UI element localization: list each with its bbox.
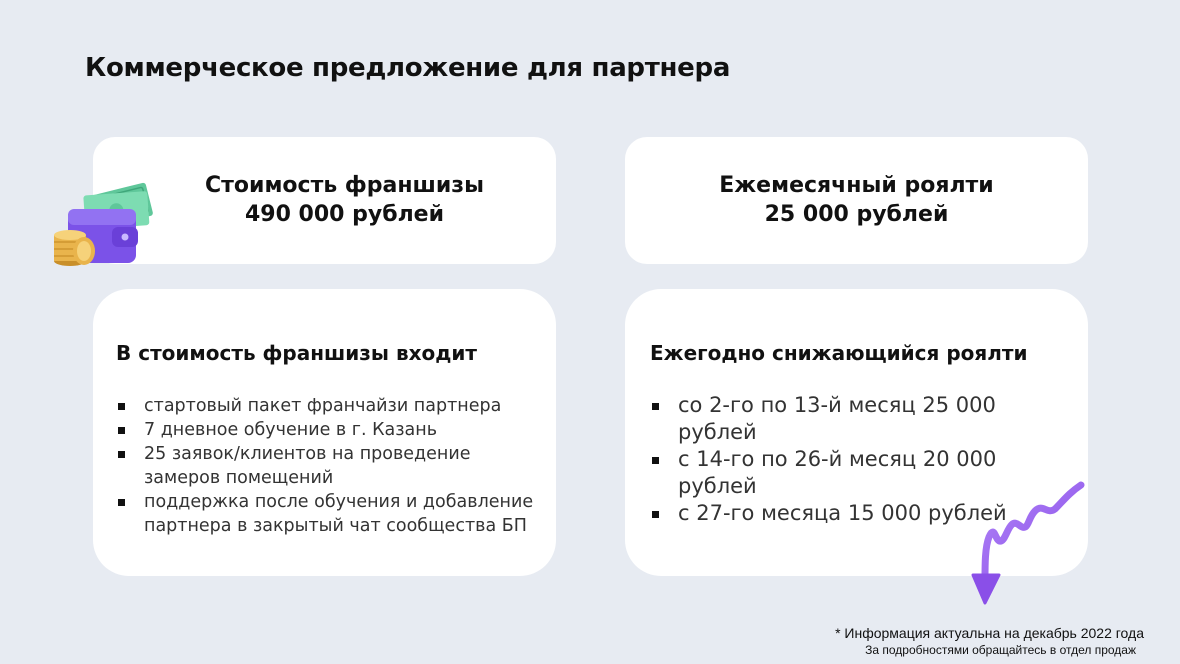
bullet-square-icon [118,499,125,506]
list-item: 7 дневное обучение в г. Казань [116,418,536,442]
list-item: 25 заявок/клиентов на проведение замеров помещений [116,442,536,490]
decreasing-heading: Ежегодно снижающийся роялти [650,341,1028,365]
monthly-royalty-value: 25 000 рублей [764,202,949,227]
includes-heading: В стоимость франшизы входит [116,341,478,365]
monthly-royalty-text [625,171,1088,229]
list-item: поддержка после обучения и добавление партнера в закрытый чат сообщества БП [116,490,536,538]
bullet-square-icon [652,457,659,464]
franchise-price-card [93,137,556,264]
footnote [835,625,1144,658]
bullet-square-icon [118,451,125,458]
footnote-date: * Информация актуальна на декабрь 2022 года [835,625,1144,641]
bullet-square-icon [652,511,659,518]
monthly-royalty-label: Ежемесячный роялти [719,173,994,198]
bullet-square-icon [118,403,125,410]
franchise-price-label: Стоимость франшизы [205,173,484,198]
downward-zigzag-arrow-icon [965,475,1090,610]
franchise-includes-card [93,289,556,576]
monthly-royalty-card [625,137,1088,264]
list-item: со 2-го по 13-й месяц 25 000 рублей [650,392,1050,446]
includes-list [116,394,536,538]
franchise-price-text [133,171,556,229]
footnote-contact: За подробностями обращайтесь в отдел продаж [865,643,1136,657]
list-item: с 27-го месяца 15 000 рублей [650,500,1050,527]
page-title: Коммерческое предложение для партнера [85,53,731,83]
list-item: стартовый пакет франчайзи партнера [116,394,536,418]
franchise-price-value: 490 000 рублей [244,202,445,227]
bullet-square-icon [652,403,659,410]
wallet-with-coins-icon [50,175,160,270]
list-item: с 14-го по 26-й месяц 20 000 рублей [650,446,1050,500]
bullet-square-icon [118,427,125,434]
